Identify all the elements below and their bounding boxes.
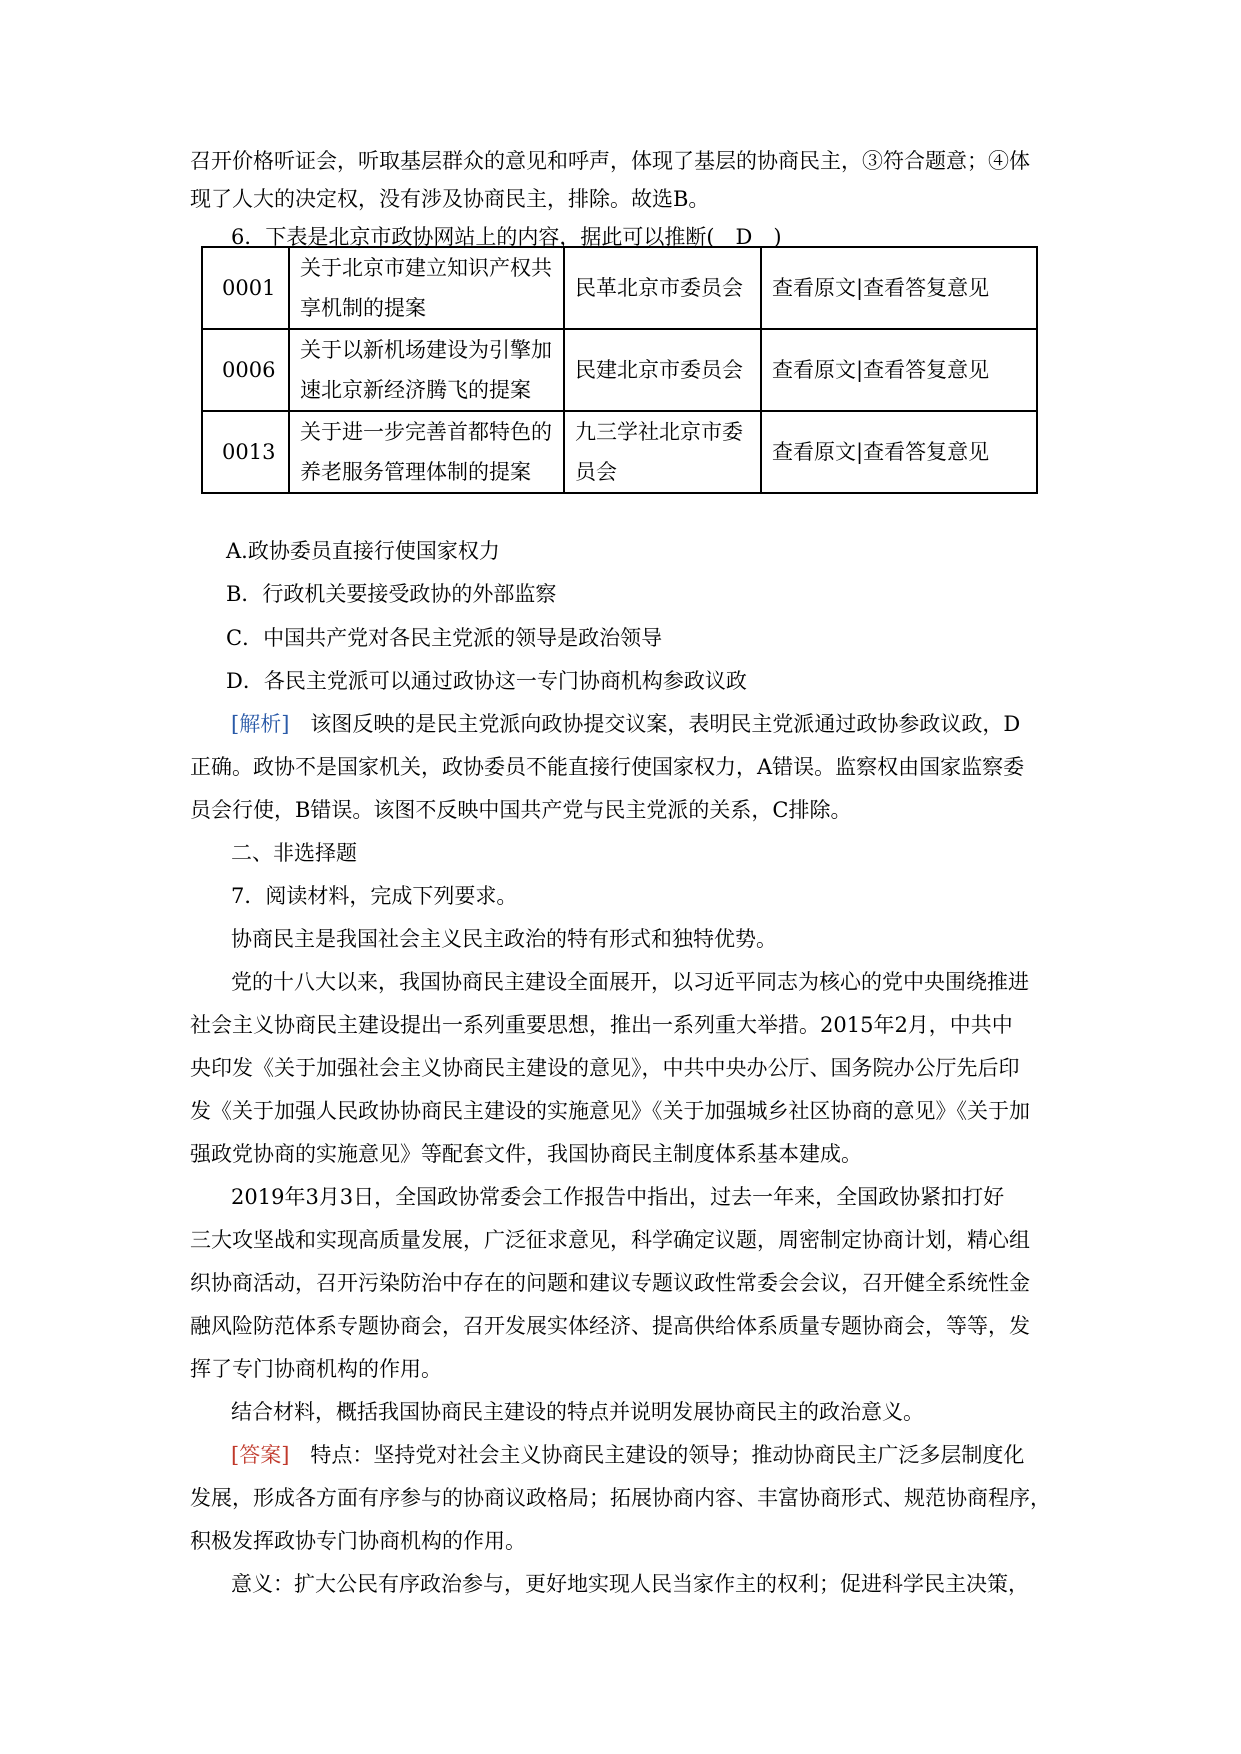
text-line: 召开价格听证会，听取基层群众的意见和呼声，体现了基层的协商民主，③符合题意；④体	[190, 149, 1030, 173]
proposal-actions[interactable]: 查看原文|查看答复意见	[761, 411, 1037, 493]
proposal-actions[interactable]: 查看原文|查看答复意见	[761, 247, 1037, 329]
proposal-code: 0013	[202, 411, 289, 493]
proposal-title-line: 关于进一步完善首都特色的	[300, 420, 552, 444]
material-line: 强政党协商的实施意见》等配套文件，我国协商民主制度体系基本建成。	[190, 1142, 862, 1166]
option-c: C．中国共产党对各民主党派的领导是政治领导	[226, 626, 663, 650]
proposal-org	[564, 247, 761, 329]
section-heading: 二、非选择题	[231, 841, 357, 865]
analysis-text: 该图反映的是民主党派向政协提交议案，表明民主党派通过政协参政议政，D	[289, 712, 1021, 736]
material-line: 社会主义协商民主建设提出一系列重要思想，推出一系列重大举措。2015年2月，中共中	[190, 1013, 1013, 1037]
question-prompt: 结合材料，概括我国协商民主建设的特点并说明发展协商民主的政治意义。	[231, 1400, 924, 1424]
table-row	[202, 411, 1037, 493]
proposal-org	[564, 411, 761, 493]
question-7: 7．阅读材料，完成下列要求。	[231, 884, 518, 908]
proposal-title-line: 养老服务管理体制的提案	[300, 460, 531, 484]
answer-text: 特点：坚持党对社会主义协商民主建设的领导；推动协商民主广泛多层制度化	[289, 1443, 1025, 1467]
option-b: B．行政机关要接受政协的外部监察	[226, 582, 557, 606]
proposal-actions[interactable]: 查看原文|查看答复意见	[761, 329, 1037, 411]
answer-line: 意义：扩大公民有序政治参与，更好地实现人民当家作主的权利；促进科学民主决策，	[231, 1572, 1029, 1596]
proposal-code: 0006	[202, 329, 289, 411]
material-line: 三大攻坚战和实现高质量发展，广泛征求意见，科学确定议题，周密制定协商计划，精心组	[190, 1228, 1030, 1252]
table-row	[202, 247, 1037, 329]
proposal-org-line: 九三学社北京市委	[575, 420, 743, 444]
analysis-line: 正确。政协不是国家机关，政协委员不能直接行使国家权力，A错误。监察权由国家监察委	[190, 755, 1025, 779]
material-line: 党的十八大以来，我国协商民主建设全面展开，以习近平同志为核心的党中央围绕推进	[231, 970, 1029, 994]
answer-line	[231, 1440, 1024, 1470]
proposal-title-line: 关于北京市建立知识产权共	[300, 256, 552, 280]
question-6: 6．下表是北京市政协网站上的内容，据此可以推断( D )	[231, 225, 782, 249]
proposal-org-line: 员会	[575, 460, 617, 484]
option-a: A.政协委员直接行使国家权力	[226, 539, 500, 563]
text-line: 现了人大的决定权，没有涉及协商民主，排除。故选B。	[190, 187, 710, 211]
answer-line: 积极发挥政协专门协商机构的作用。	[190, 1529, 526, 1553]
material-line: 协商民主是我国社会主义民主政治的特有形式和独特优势。	[231, 927, 777, 951]
material-line: 央印发《关于加强社会主义协商民主建设的意见》，中共中央办公厅、国务院办公厅先后印	[190, 1056, 1020, 1080]
analysis-line	[231, 709, 1020, 739]
proposal-code: 0001	[202, 247, 289, 329]
proposal-title-line: 享机制的提案	[300, 296, 426, 320]
proposal-title-line: 速北京新经济腾飞的提案	[300, 378, 531, 402]
proposal-table	[201, 246, 1038, 494]
proposal-org	[564, 329, 761, 411]
proposal-title	[289, 411, 564, 493]
material-line: 发《关于加强人民政协协商民主建设的实施意见》《关于加强城乡社区协商的意见》《关于加	[190, 1099, 1030, 1123]
answer-tag: [答案]	[231, 1443, 290, 1467]
analysis-line: 员会行使，B错误。该图不反映中国共产党与民主党派的关系，C排除。	[190, 798, 852, 822]
material-line: 融风险防范体系专题协商会，召开发展实体经济、提高供给体系质量专题协商会，等等，发	[190, 1314, 1030, 1338]
option-d: D．各民主党派可以通过政协这一专门协商机构参政议政	[226, 669, 747, 693]
material-line: 2019年3月3日，全国政协常委会工作报告中指出，过去一年来，全国政协紧扣打好	[231, 1185, 1005, 1209]
proposal-title	[289, 247, 564, 329]
material-line: 织协商活动，召开污染防治中存在的问题和建议专题议政性常委会会议，召开健全系统性金	[190, 1271, 1030, 1295]
proposal-org-line: 民建北京市委员会	[575, 358, 743, 382]
table-row	[202, 329, 1037, 411]
analysis-tag: [解析]	[231, 712, 290, 736]
answer-line: 发展，形成各方面有序参与的协商议政格局；拓展协商内容、丰富协商形式、规范协商程序，	[190, 1486, 1051, 1510]
proposal-org-line: 民革北京市委员会	[575, 276, 743, 300]
proposal-title-line: 关于以新机场建设为引擎加	[300, 338, 552, 362]
proposal-title	[289, 329, 564, 411]
material-line: 挥了专门协商机构的作用。	[190, 1357, 442, 1381]
